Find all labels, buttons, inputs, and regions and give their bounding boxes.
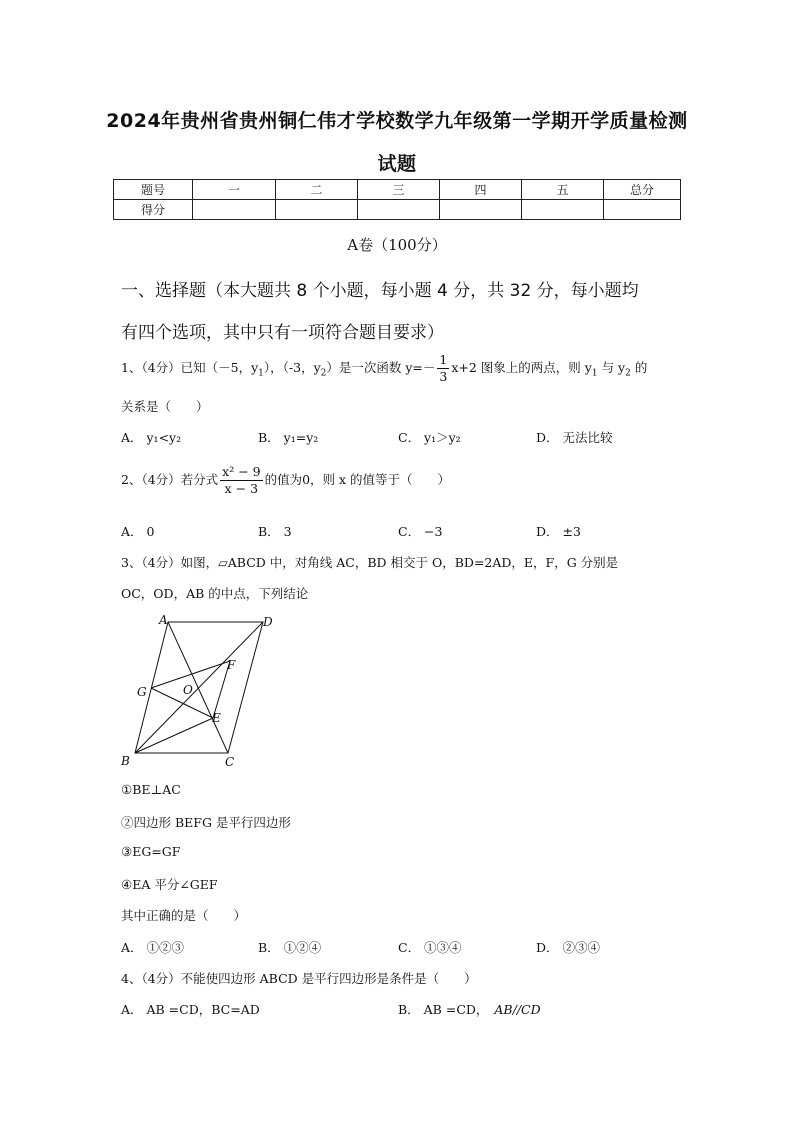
label-c: C <box>225 755 235 769</box>
label-a: A <box>159 613 168 627</box>
score-cell[interactable] <box>604 200 681 220</box>
table-cell: 得分 <box>114 200 193 220</box>
q3-statement-1: ①BE⊥AC <box>121 782 181 797</box>
q2-option-c[interactable]: C． −3 <box>398 524 443 539</box>
parallelogram-figure <box>115 610 285 772</box>
score-table-score-row <box>114 200 681 220</box>
q4-option-a[interactable]: A． AB =CD，BC=AD <box>121 1002 260 1017</box>
q1-mid3: 与 y <box>597 360 626 375</box>
q1-mid1: ），（-3，y <box>263 360 321 375</box>
title-line-1: 2024年贵州省贵州铜仁伟才学校数学九年级第一学期开学质量检测 <box>106 110 688 132</box>
score-table-header-row <box>114 180 681 200</box>
score-cell[interactable] <box>440 200 522 220</box>
q2-option-a[interactable]: A． 0 <box>121 524 155 539</box>
question-4-line-1: 4、（4分）不能使四边形 ABCD 是平行四边形是条件是（ ） <box>121 971 477 986</box>
question-3-line-1: 3、（4分）如图，▱ABCD 中，对角线 AC，BD 相交于 O，BD=2AD，E，F，G 分别是 <box>121 555 619 570</box>
q1-fraction <box>437 352 449 385</box>
q3-option-a[interactable]: A． ①②③ <box>121 940 185 955</box>
label-d: D <box>263 615 273 629</box>
label-e: E <box>212 711 221 725</box>
score-cell[interactable] <box>358 200 440 220</box>
q1-mid2: ）是一次函数 y=－ <box>326 360 436 375</box>
question-3-line-2: OC，OD，AB 的中点，下列结论 <box>121 586 309 601</box>
q4-option-b-math: AB//CD <box>494 1002 541 1017</box>
table-cell: 四 <box>440 180 522 200</box>
section-heading-line-1: 一、选择题（本大题共 8 个小题，每小题 4 分，共 32 分，每小题均 <box>121 281 639 301</box>
score-cell[interactable] <box>193 200 276 220</box>
question-1-line-1: 1、（4分）已知（－5，$y_1$），（-3，$y_2$）是一次函数 y=－ $\frac{1}{3}$ x+2 图象上的两点，则 $y_1$ 与 $y_2$ 的 <box>121 352 648 384</box>
q3-option-c[interactable]: C． ①③④ <box>398 940 462 955</box>
q3-option-d[interactable]: D． ②③④ <box>536 940 600 955</box>
segment-ge <box>151 688 213 718</box>
question-1-line-2: 关系是（ ） <box>121 399 209 414</box>
q3-option-b[interactable]: B． ①②④ <box>258 940 322 955</box>
q2-prefix: 2、（4分）若分式 <box>121 472 219 487</box>
q4-option-b-text: B． AB =CD， <box>398 1002 489 1017</box>
segment-be <box>135 718 213 753</box>
score-cell[interactable] <box>276 200 358 220</box>
diagonal-ac <box>168 622 228 753</box>
label-f: F <box>227 658 236 672</box>
volume-label: A卷（100分） <box>347 236 447 254</box>
q3-statement-4: ④EA 平分∠GEF <box>121 877 218 892</box>
title-line-2: 试题 <box>377 153 417 175</box>
q1-option-b[interactable]: B． y₁=y₂ <box>258 430 319 445</box>
label-o: O <box>183 683 193 697</box>
label-b: B <box>121 754 130 768</box>
table-cell: 三 <box>358 180 440 200</box>
score-table <box>113 179 681 220</box>
q1-frac-den: 3 <box>439 369 448 384</box>
score-cell[interactable] <box>522 200 604 220</box>
table-cell: 二 <box>276 180 358 200</box>
q1-option-a[interactable]: A． y₁<y₂ <box>121 430 182 445</box>
q2-frac-num: x² − 9 <box>222 464 261 479</box>
question-2-line-1 <box>121 464 450 497</box>
q2-option-d[interactable]: D． ±3 <box>536 524 581 539</box>
label-g: G <box>137 685 147 699</box>
q3-ask: 其中正确的是（ ） <box>121 908 247 923</box>
q1-prefix: 1、（4分）已知（－5，y <box>121 360 259 375</box>
q3-statement-2: ②四边形 BEFG 是平行四边形 <box>121 815 291 830</box>
q4-option-b[interactable] <box>398 1000 541 1018</box>
table-cell: 五 <box>522 180 604 200</box>
table-cell: 题号 <box>114 180 193 200</box>
table-cell: 总分 <box>604 180 681 200</box>
q1-end: 的 <box>630 360 648 375</box>
q2-option-b[interactable]: B． 3 <box>258 524 292 539</box>
q2-frac-den: x − 3 <box>224 481 259 496</box>
q1-option-d[interactable]: D． 无法比较 <box>536 430 613 445</box>
q1-frac-num: 1 <box>439 352 448 367</box>
diagonal-bd <box>135 622 263 753</box>
q3-statement-3: ③EG=GF <box>121 844 181 859</box>
q2-fraction <box>220 464 262 497</box>
q1-suffix: x+2 图象上的两点，则 y <box>451 360 592 375</box>
table-cell: 一 <box>193 180 276 200</box>
q2-suffix: 的值为0，则 x 的值等于（ ） <box>264 472 451 487</box>
q1-option-c[interactable]: C． y₁＞y₂ <box>398 430 461 445</box>
section-heading-line-2: 有四个选项，其中只有一项符合题目要求） <box>121 323 444 343</box>
